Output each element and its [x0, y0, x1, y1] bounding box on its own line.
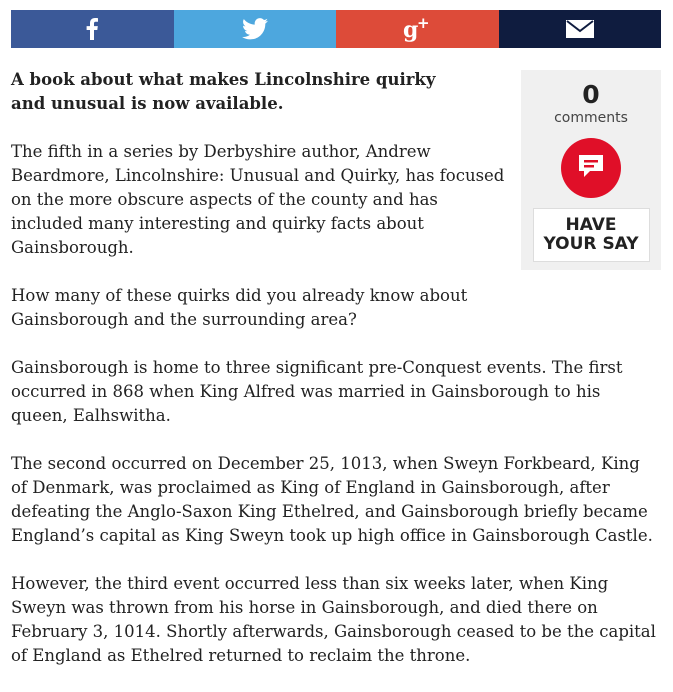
- article-paragraph: The second occurred on December 25, 1013, when Sweyn Forkbeard, King of Denmark, was proclaimed as King of England in Gainsborough, after defeating the Anglo-Saxon King Ethelred, and Gainsborough briefly became England’s capital as King Sweyn took up high office in Gainsborough Castle.: [11, 454, 653, 545]
- twitter-icon: [242, 18, 268, 40]
- article-paragraph: However, the third event occurred less than six weeks later, when King Sweyn was thrown from his horse in Gainsborough, and died there on February 3, 1014. Shortly afterwards, Gainsborough ceased to be the capital of England as Ethelred returned to reclaim the throne.: [11, 574, 656, 665]
- share-twitter-button[interactable]: [174, 10, 337, 48]
- svg-text:g: g: [403, 17, 419, 43]
- article-paragraph: How many of these quirks did you already know about Gainsborough and the surrounding area?: [11, 286, 468, 329]
- facebook-icon: [86, 18, 98, 40]
- have-your-say-line2: YOUR SAY: [543, 234, 639, 254]
- google-plus-icon: [402, 15, 432, 43]
- article-paragraph: The fifth in a series by Derbyshire author, Andrew Beardmore, Lincolnshire: Unusual and Quirky, has focused on the more obscure aspects of the county and has included many interesting and quirky facts about Gainsborough.: [11, 142, 505, 257]
- share-google-plus-button[interactable]: [336, 10, 499, 48]
- article-lede: A book about what makes Lincolnshire quirky and unusual is now available.: [11, 70, 436, 113]
- envelope-icon: [566, 20, 594, 38]
- share-email-button[interactable]: [499, 10, 662, 48]
- share-facebook-button[interactable]: [11, 10, 174, 48]
- comment-count: 0: [582, 80, 600, 109]
- have-your-say-line1: HAVE: [565, 215, 617, 235]
- share-bar: [11, 10, 661, 48]
- comment-count-label: comments: [554, 110, 628, 126]
- article-paragraph: Gainsborough is home to three significant pre-Conquest events. The first occurred in 868 when King Alfred was married in Gainsborough to his queen, Ealhswitha.: [11, 358, 623, 425]
- article-body: [11, 68, 661, 692]
- svg-text:+: +: [417, 15, 430, 32]
